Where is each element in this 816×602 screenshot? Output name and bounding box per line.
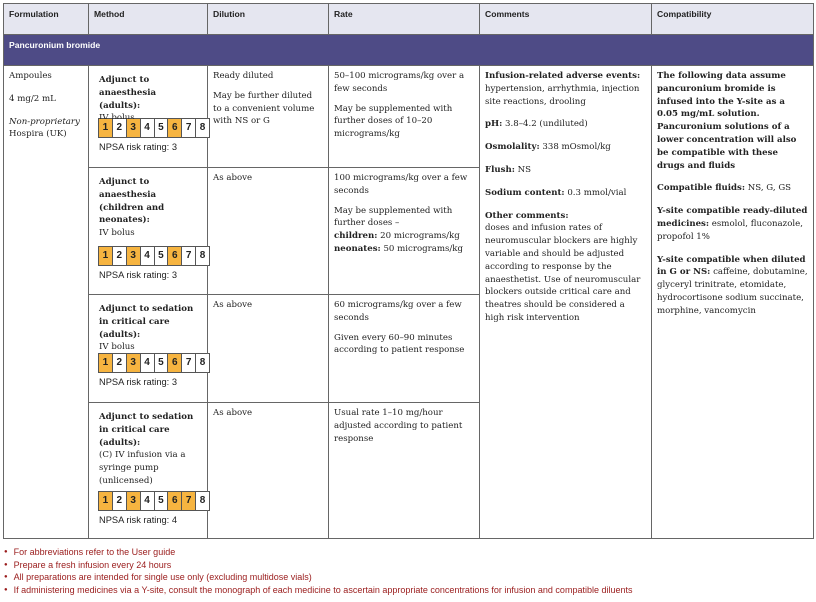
risk-rating-label: NPSA risk rating: 3 [99, 377, 178, 387]
header-comments: Comments [480, 4, 652, 35]
rate-cell [329, 66, 480, 168]
rate-text: May be supplemented with further doses – [334, 205, 453, 229]
risk-number: 1 [99, 119, 113, 137]
dilution-text: May be further diluted to a convenient volume with NS or G [213, 90, 315, 127]
method-label: Adjunct to anaesthesia (adults): [99, 75, 157, 111]
risk-number: 8 [196, 247, 209, 265]
adverse-label: Infusion-related adverse events: [485, 71, 641, 81]
header-row [4, 4, 814, 35]
footnote-item: ● Prepare a fresh infusion every 24 hours [4, 559, 632, 572]
risk-number: 3 [127, 247, 141, 265]
risk-scale [98, 353, 210, 373]
method-label: Adjunct to sedation in critical care (adults): [99, 412, 194, 448]
risk-number: 4 [141, 247, 155, 265]
risk-number: 7 [182, 492, 196, 510]
formulation-cell [4, 66, 89, 539]
risk-number: 7 [182, 247, 196, 265]
flush-label: Flush: [485, 164, 515, 175]
method-route: (C) IV infusion via a syringe pump (unlicensed) [99, 450, 186, 486]
risk-number: 3 [127, 492, 141, 510]
risk-number: 1 [99, 354, 113, 372]
risk-number: 1 [99, 247, 113, 265]
rate-cell [329, 403, 480, 539]
compatible-fluids-value: NS, G, GS [747, 183, 792, 194]
risk-number: 7 [182, 354, 196, 372]
dilution-cell [208, 295, 329, 403]
header-rate: Rate [329, 4, 480, 35]
formulation-manufacturer: Hospira (UK) [9, 129, 67, 140]
header-dilution: Dilution [208, 4, 329, 35]
risk-number: 5 [155, 492, 169, 510]
rate-children-label: children: [334, 231, 378, 242]
compatible-fluids [657, 182, 808, 195]
rate-children [334, 230, 474, 243]
drug-title-row [4, 35, 814, 66]
dilution-text: Ready diluted [213, 71, 274, 81]
risk-number: 1 [99, 492, 113, 510]
rate-text: May be supplemented with further doses of 10–20 micrograms/kg [334, 103, 453, 140]
method-route: IV bolus [99, 228, 135, 239]
ysite-when-diluted [657, 254, 808, 318]
table-row [4, 66, 814, 168]
ysite-ready-value: esmolol, fluconazole, propofol 1% [657, 218, 803, 242]
sodium-value: 0.3 mmol/vial [567, 187, 627, 198]
risk-number: 8 [196, 354, 209, 372]
risk-number: 2 [113, 354, 127, 372]
rate-text: 100 micrograms/kg over a few seconds [334, 173, 468, 196]
risk-number: 2 [113, 119, 127, 137]
osmolality-value: 338 mOsmol/kg [542, 142, 611, 153]
compatibility-intro: The following data assume pancuronium bromide is infused into the Y-site as a 0.05 mg/mL solution. Pancuronium solutions of a lower concentration will also be compatible with these drugs and fluids [657, 71, 797, 171]
dilution-cell [208, 66, 329, 168]
method-label: Adjunct to sedation in critical care (adults): [99, 304, 194, 340]
ph-value: 3.8–4.2 (undiluted) [505, 119, 588, 130]
risk-number: 4 [141, 354, 155, 372]
risk-number: 2 [113, 247, 127, 265]
risk-rating-label: NPSA risk rating: 3 [99, 142, 178, 152]
risk-number: 6 [168, 247, 182, 265]
dilution-text: As above [213, 173, 253, 183]
dilution-text: As above [213, 300, 253, 310]
flush-line [485, 164, 646, 177]
rate-text: 50–100 micrograms/kg over a few seconds [334, 71, 465, 94]
risk-number: 3 [127, 119, 141, 137]
osmolality-line [485, 141, 646, 154]
other-comments-text: doses and infusion rates of neuromuscular blockers are highly variable and should be adjusted according to response by the anaesthetist. Use of neuromuscular blockers outside critical care and theatres should be considered a high risk intervention [485, 223, 641, 323]
sodium-line [485, 187, 646, 200]
sodium-label: Sodium content: [485, 187, 565, 198]
adverse-text: hypertension, arrhythmia, injection site reactions, drooling [485, 83, 640, 107]
risk-number: 5 [155, 119, 169, 137]
rate-neonates [334, 243, 474, 256]
drug-title: Pancuronium bromide [4, 35, 814, 66]
rate-text: 60 micrograms/kg over a few seconds [334, 300, 462, 323]
risk-number: 4 [141, 119, 155, 137]
risk-number: 6 [168, 354, 182, 372]
other-comments-label: Other comments: [485, 210, 569, 221]
method-label: Adjunct to anaesthesia (children and neonates): [99, 177, 165, 226]
risk-number: 6 [168, 119, 182, 137]
method-cell [89, 403, 208, 539]
risk-number: 6 [168, 492, 182, 510]
ph-label: pH: [485, 119, 503, 130]
risk-scale [98, 246, 210, 266]
footnotes [4, 546, 632, 596]
risk-number: 2 [113, 492, 127, 510]
risk-number: 4 [141, 492, 155, 510]
ysite-diluted-label: Y-site compatible when diluted in G or NS: [657, 254, 806, 278]
dilution-cell [208, 168, 329, 295]
footnote-item: ● All preparations are intended for single use only (excluding multidose vials) [4, 571, 632, 584]
formulation-strength: 4 mg/2 mL [9, 93, 56, 104]
risk-scale [98, 118, 210, 138]
monograph-table [3, 3, 814, 539]
rate-text: Given every 60–90 minutes according to patient response [334, 332, 465, 356]
osmolality-label: Osmolality: [485, 142, 540, 153]
risk-scale [98, 491, 210, 511]
compatible-fluids-label: Compatible fluids: [657, 183, 745, 194]
formulation-type: Ampoules [9, 71, 52, 81]
risk-rating-label: NPSA risk rating: 3 [99, 270, 178, 280]
ph-line [485, 118, 646, 131]
risk-number: 8 [196, 119, 209, 137]
rate-text: Usual rate 1–10 mg/hour adjusted according to patient response [334, 408, 463, 444]
risk-number: 8 [196, 492, 209, 510]
method-cell [89, 295, 208, 403]
rate-neonates-value: 50 micrograms/kg [383, 243, 464, 254]
dilution-text: As above [213, 408, 253, 418]
rate-neonates-label: neonates: [334, 243, 381, 254]
rate-children-value: 20 micrograms/kg [380, 231, 460, 242]
header-compatibility: Compatibility [652, 4, 814, 35]
compatibility-cell [652, 66, 814, 539]
risk-number: 5 [155, 247, 169, 265]
header-formulation: Formulation [4, 4, 89, 35]
risk-number: 7 [182, 119, 196, 137]
ysite-diluted-value: caffeine, dobutamine, glyceryl trinitrate, etomidate, hydrocortisone sodium succinate, morphine, vancomycin [657, 267, 808, 316]
risk-number: 3 [127, 354, 141, 372]
formulation-proprietary: Non-proprietary [9, 116, 80, 127]
ysite-ready-label: Y-site compatible ready-diluted medicines: [657, 206, 808, 229]
method-cell [89, 66, 208, 168]
flush-value: NS [517, 164, 532, 175]
header-method: Method [89, 4, 208, 35]
rate-cell [329, 168, 480, 295]
dilution-cell [208, 403, 329, 539]
method-route: IV bolus [99, 342, 135, 353]
adverse-events [485, 70, 646, 108]
rate-cell [329, 295, 480, 403]
ysite-ready-diluted [657, 205, 808, 243]
footnote-item: ● If administering medicines via a Y-site, consult the monograph of each medicine to ascertain appropriate concentrations for infusion and compatible diluents [4, 584, 632, 597]
comments-cell [480, 66, 652, 539]
footnote-item: ● For abbreviations refer to the User guide [4, 546, 632, 559]
risk-number: 5 [155, 354, 169, 372]
risk-rating-label: NPSA risk rating: 4 [99, 515, 178, 525]
method-cell [89, 168, 208, 295]
